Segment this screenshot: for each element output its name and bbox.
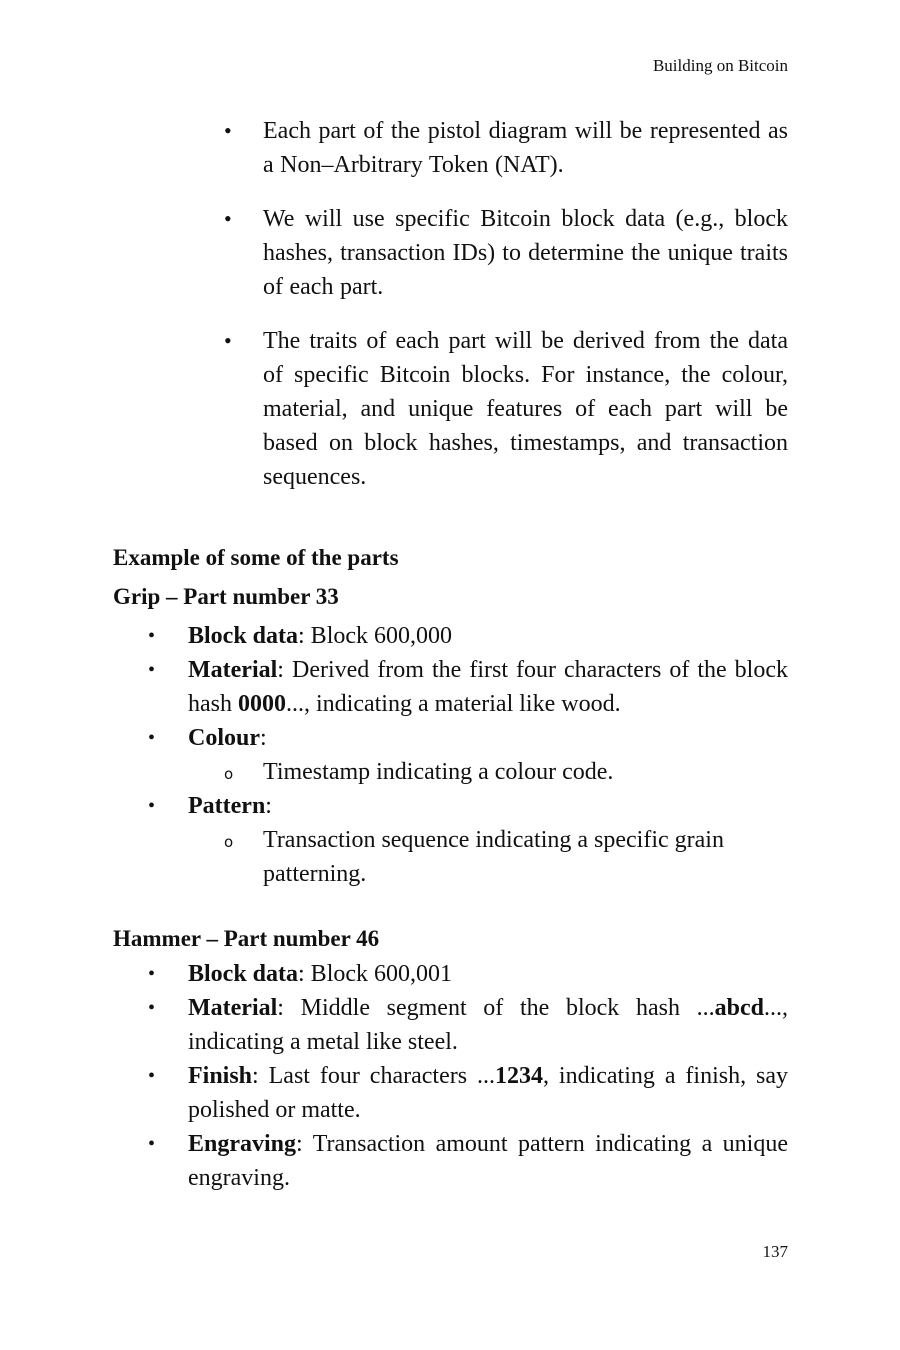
list-item [0, 991, 900, 1059]
hammer-material [188, 991, 788, 1059]
list-item [0, 202, 900, 304]
hammer-trait-list [0, 957, 900, 1195]
list-item [0, 957, 900, 991]
trait-label: Pattern [188, 793, 266, 819]
trait-colon: : [260, 725, 267, 751]
list-item [0, 1127, 900, 1195]
bullet-icon: • [224, 118, 232, 143]
intro-bullet-text: The traits of each part will be derived from the data of specific Bitcoin blocks. For instance, the colour, material, and unique features of each part will be based on block hashes, timestamps, and transaction sequences. [263, 328, 788, 490]
bullet-icon: • [148, 963, 156, 985]
bullet-icon: • [148, 795, 156, 817]
sub-list-item [0, 755, 900, 789]
list-item [0, 1059, 900, 1127]
running-header: Building on Bitcoin [652, 56, 788, 75]
intro-bullet-text: Each part of the pistol diagram will be represented as a Non–Arbitrary Token (NAT). [263, 118, 788, 178]
block-hash-fragment: 1234 [494, 1063, 543, 1089]
trait-label: Material [188, 657, 278, 683]
grip-material [188, 653, 788, 721]
trait-label: Block data [188, 623, 299, 649]
bullet-icon: • [148, 727, 156, 749]
trait-value: : Block 600,001 [298, 961, 453, 987]
intro-bullet-list [0, 114, 900, 514]
list-item [0, 114, 900, 182]
hammer-block-data [188, 957, 788, 991]
trait-text: ..., indicating a metal like steel. [188, 995, 788, 1055]
list-item [0, 721, 900, 755]
trait-label: Engraving [188, 1131, 297, 1157]
hammer-finish [188, 1059, 788, 1127]
list-item [0, 653, 900, 721]
trait-label: Material [188, 995, 278, 1021]
hammer-engraving [188, 1127, 788, 1195]
intro-bullet-text: We will use specific Bitcoin block data (e.g., block hashes, transaction IDs) to determine the unique traits of each part. [263, 206, 788, 300]
trait-value: : Block 600,000 [298, 623, 453, 649]
trait-label: Block data [188, 961, 299, 987]
trait-text: , indicating a finish, say polished or matte. [188, 1063, 788, 1123]
sub-list-item [0, 823, 900, 891]
grip-block-data [188, 619, 788, 653]
block-hash-fragment: 0000 [238, 691, 286, 717]
circle-bullet-icon: o [224, 765, 234, 783]
hammer-heading: Hammer – Part number 46 [113, 926, 380, 951]
circle-bullet-icon: o [224, 833, 234, 851]
grip-pattern-detail: Transaction sequence indicating a specific grain patterning. [263, 827, 724, 887]
bullet-icon: • [148, 625, 156, 647]
examples-heading: Example of some of the parts [113, 545, 399, 570]
trait-label: Colour [188, 725, 260, 751]
trait-text: : Middle segment of the block hash ... [277, 995, 715, 1021]
grip-heading: Grip – Part number 33 [113, 584, 339, 609]
grip-pattern [188, 789, 788, 823]
bullet-icon: • [148, 659, 156, 681]
trait-text: : Last four characters ... [252, 1063, 495, 1089]
trait-colon: : [265, 793, 272, 819]
trait-text: : Derived from the first four characters of the block hash [188, 657, 788, 717]
trait-text: ..., indicating a material like wood. [286, 691, 621, 717]
trait-text: : Transaction amount pattern indicating a unique engraving. [188, 1131, 788, 1191]
bullet-icon: • [148, 1065, 156, 1087]
bullet-icon: • [148, 1133, 156, 1155]
trait-label: Finish [188, 1063, 253, 1089]
list-item [0, 619, 900, 653]
bullet-icon: • [148, 997, 156, 1019]
block-hash-fragment: abcd [714, 995, 764, 1021]
bullet-icon: • [224, 328, 232, 353]
grip-colour [188, 721, 788, 755]
grip-colour-detail: Timestamp indicating a colour code. [263, 759, 614, 785]
bullet-icon: • [224, 206, 232, 231]
grip-trait-list [0, 619, 900, 891]
page-number: 137 [762, 1242, 788, 1261]
list-item [0, 789, 900, 823]
list-item [0, 324, 900, 494]
